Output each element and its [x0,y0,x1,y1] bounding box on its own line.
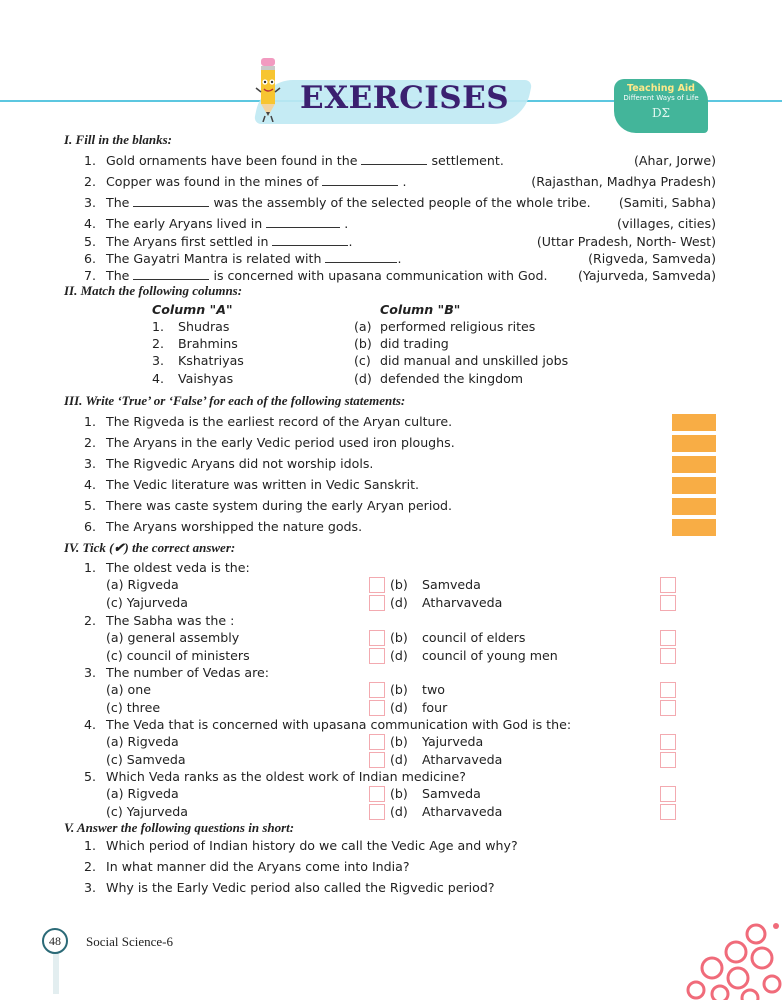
option-c: (c) Yajurveda [106,804,188,819]
answer-blank[interactable] [133,195,209,207]
column-b-item: did manual and unskilled jobs [380,353,569,368]
item-text [106,174,406,189]
item-text: There was caste system during the early Aryan period. [106,498,453,513]
option-c: (c) three [106,700,161,715]
option-b-letter: (b) [390,734,408,749]
item-text: Why is the Early Vedic period also called the Rigvedic period? [106,880,495,895]
column-a-item: Vaishyas [178,371,234,386]
option-d: council of young men [422,648,558,663]
item-number: 4. [83,477,96,492]
short-answer-question [80,859,720,876]
answer-blank[interactable] [361,153,427,165]
item-text [106,234,352,249]
question-number: 3. [83,665,96,680]
item-text-before: Gold ornaments have been found in the [106,153,362,168]
item-number: 6. [83,251,96,266]
column-a-item: Shudras [178,319,230,334]
item-text: The Aryans in the early Vedic period used iron ploughs. [106,435,455,450]
item-number: 2. [83,435,96,450]
short-answer-question [80,838,720,855]
item-text-before: The [106,195,134,210]
column-a-heading: Column "A" [152,302,233,317]
answer-blank[interactable] [133,268,209,280]
item-number: 2. [83,174,96,189]
item-text [106,251,401,266]
item-number: 3. [83,880,96,895]
item-text-before: The Aryans first settled in [106,234,273,249]
tick-box-d[interactable] [660,804,676,820]
item-text: The Rigveda is the earliest record of the Aryan culture. [106,414,453,429]
true-false-item [80,477,720,494]
tick-box-c[interactable] [369,700,385,716]
true-false-item [80,456,720,473]
item-text-after: . [348,234,353,249]
item-text-after: is concerned with upasana communication with God. [209,268,548,283]
option-d: Atharvaveda [422,595,503,610]
question-number: 2. [83,613,96,628]
column-b-item: defended the kingdom [380,371,524,386]
question-text: The oldest veda is the: [106,560,250,575]
tick-box-b[interactable] [660,786,676,802]
answer-options: (Yajurveda, Samveda) [578,268,716,283]
true-false-item [80,435,720,452]
item-text-after: . [397,251,402,266]
item-number: 1. [83,838,96,853]
item-text-after: . [340,216,349,231]
item-text-before: Copper was found in the mines of [106,174,323,189]
option-c: (c) council of ministers [106,648,250,663]
fill-blank-item [80,174,720,191]
option-b: council of elders [422,630,526,645]
option-b: Samveda [422,786,481,801]
item-text [106,195,591,210]
tick-box-b[interactable] [660,630,676,646]
item-number: 4. [83,216,96,231]
item-text-after: was the assembly of the selected people of the whole tribe. [209,195,591,210]
item-number: 6. [83,519,96,534]
fill-blank-item [80,216,720,233]
option-b: two [422,682,445,697]
tick-box-d[interactable] [660,752,676,768]
column-a-number: 2. [152,336,165,351]
column-a-number: 3. [152,353,165,368]
column-b-letter: (d) [354,371,372,386]
item-text: Which period of Indian history do we call the Vedic Age and why? [106,838,518,853]
decorative-circles-icon [676,918,782,1000]
item-number: 5. [83,498,96,513]
answer-options: (Samiti, Sabha) [618,195,716,210]
option-a: (a) Rigveda [106,734,179,749]
page-title: EXERCISES [300,80,510,116]
teaching-aid-subtitle: Different Ways of Life [623,94,699,102]
item-text-before: The [106,268,134,283]
option-d-letter: (d) [390,700,408,715]
question-text: The Sabha was the : [106,613,235,628]
option-c: (c) Samveda [106,752,186,767]
page-number-tail [53,952,59,994]
answer-blank[interactable] [272,234,348,246]
question-text: The Veda that is concerned with upasana communication with God is the: [106,717,572,732]
answer-blank[interactable] [322,174,398,186]
fill-blank-item [80,153,720,170]
answer-blank[interactable] [325,251,397,263]
question-text: Which Veda ranks as the oldest work of Indian medicine? [106,769,466,784]
answer-options: (Rajasthan, Madhya Pradesh) [531,174,716,189]
column-b-item: did trading [380,336,449,351]
question-number: 5. [83,769,96,784]
option-b: Samveda [422,577,481,592]
tick-box-b[interactable] [660,734,676,750]
column-a-number: 1. [152,319,165,334]
tick-box-b[interactable] [660,577,676,593]
option-d: Atharvaveda [422,804,503,819]
option-a: (a) Rigveda [106,577,179,592]
tick-box-b[interactable] [660,682,676,698]
column-b-letter: (b) [354,336,372,351]
column-a-number: 4. [152,371,165,386]
option-d: Atharvaveda [422,752,503,767]
subject-label: Social Science-6 [86,934,173,949]
tick-box-a[interactable] [369,786,385,802]
answer-options: (villages, cities) [617,216,716,231]
option-b-letter: (b) [390,630,408,645]
teaching-aid-logo: DΣ [651,106,671,120]
item-number: 3. [83,195,96,210]
section-true-false-title: III. Write ‘True’ or ‘False’ for each of the following statements: [64,393,406,408]
item-text-after: . [398,174,407,189]
tick-box-a[interactable] [369,630,385,646]
tick-box-c[interactable] [369,648,385,664]
section-short-answer-title: V. Answer the following questions in short: [64,820,295,835]
item-text: The Vedic literature was written in Vedic Sanskrit. [106,477,420,492]
answer-box[interactable] [672,414,716,431]
question-number: 1. [83,560,96,575]
item-number: 2. [83,859,96,874]
answer-box[interactable] [672,435,716,452]
item-text [106,153,504,168]
short-answer-question [80,880,720,897]
fill-blank-item [80,251,720,268]
fill-blank-item [80,195,720,212]
column-b-letter: (c) [354,353,371,368]
section-fill-blanks-title: I. Fill in the blanks: [64,132,172,147]
item-number: 1. [83,153,96,168]
true-false-item [80,498,720,515]
answer-box[interactable] [672,498,716,515]
tick-box-c[interactable] [369,752,385,768]
answer-options: (Uttar Pradesh, North- West) [536,234,716,249]
option-b-letter: (b) [390,786,408,801]
option-b: Yajurveda [422,734,484,749]
item-text: In what manner did the Aryans come into India? [106,859,410,874]
column-a-item: Brahmins [178,336,238,351]
option-b-letter: (b) [390,682,408,697]
item-number: 3. [83,456,96,471]
item-number: 5. [83,234,96,249]
tick-box-c[interactable] [369,804,385,820]
page-number: 48 [42,928,68,954]
tick-box-a[interactable] [369,682,385,698]
item-text [106,268,547,283]
item-number: 1. [83,414,96,429]
question-text: The number of Vedas are: [106,665,269,680]
pencil-mascot-icon [253,58,283,122]
option-a: (a) Rigveda [106,786,179,801]
tick-box-a[interactable] [369,734,385,750]
answer-options: (Ahar, Jorwe) [634,153,716,168]
item-text [106,216,348,231]
fill-blank-item [80,234,720,251]
question-number: 4. [83,717,96,732]
item-text-after: settlement. [427,153,504,168]
section-tick-title: IV. Tick (✔) the correct answer: [64,540,236,555]
item-text-before: The Gayatri Mantra is related with [106,251,326,266]
column-b-item: performed religious rites [380,319,536,334]
option-b-letter: (b) [390,577,408,592]
tick-box-c[interactable] [369,595,385,611]
answer-box[interactable] [672,519,716,536]
option-d-letter: (d) [390,804,408,819]
option-d: four [422,700,448,715]
teaching-aid-label: Teaching Aid [626,83,695,94]
option-d-letter: (d) [390,752,408,767]
teaching-aid-badge[interactable] [614,79,708,133]
true-false-item [80,519,720,536]
item-text-before: The early Aryans lived in [106,216,267,231]
option-d-letter: (d) [390,595,408,610]
answer-box[interactable] [672,456,716,473]
option-c: (c) Yajurveda [106,595,188,610]
section-match-title: II. Match the following columns: [64,283,243,298]
tick-box-a[interactable] [369,577,385,593]
column-b-heading: Column "B" [380,302,461,317]
answer-options: (Rigveda, Samveda) [588,251,716,266]
column-b-letter: (a) [354,319,372,334]
column-a-item: Kshatriyas [178,353,244,368]
answer-blank[interactable] [266,216,340,228]
option-a: (a) one [106,682,151,697]
true-false-item [80,414,720,431]
item-text: The Aryans worshipped the nature gods. [106,519,363,534]
tick-box-d[interactable] [660,700,676,716]
tick-box-d[interactable] [660,595,676,611]
answer-box[interactable] [672,477,716,494]
option-d-letter: (d) [390,648,408,663]
option-a: (a) general assembly [106,630,240,645]
tick-box-d[interactable] [660,648,676,664]
item-number: 7. [83,268,96,283]
item-text: The Rigvedic Aryans did not worship idols. [106,456,374,471]
